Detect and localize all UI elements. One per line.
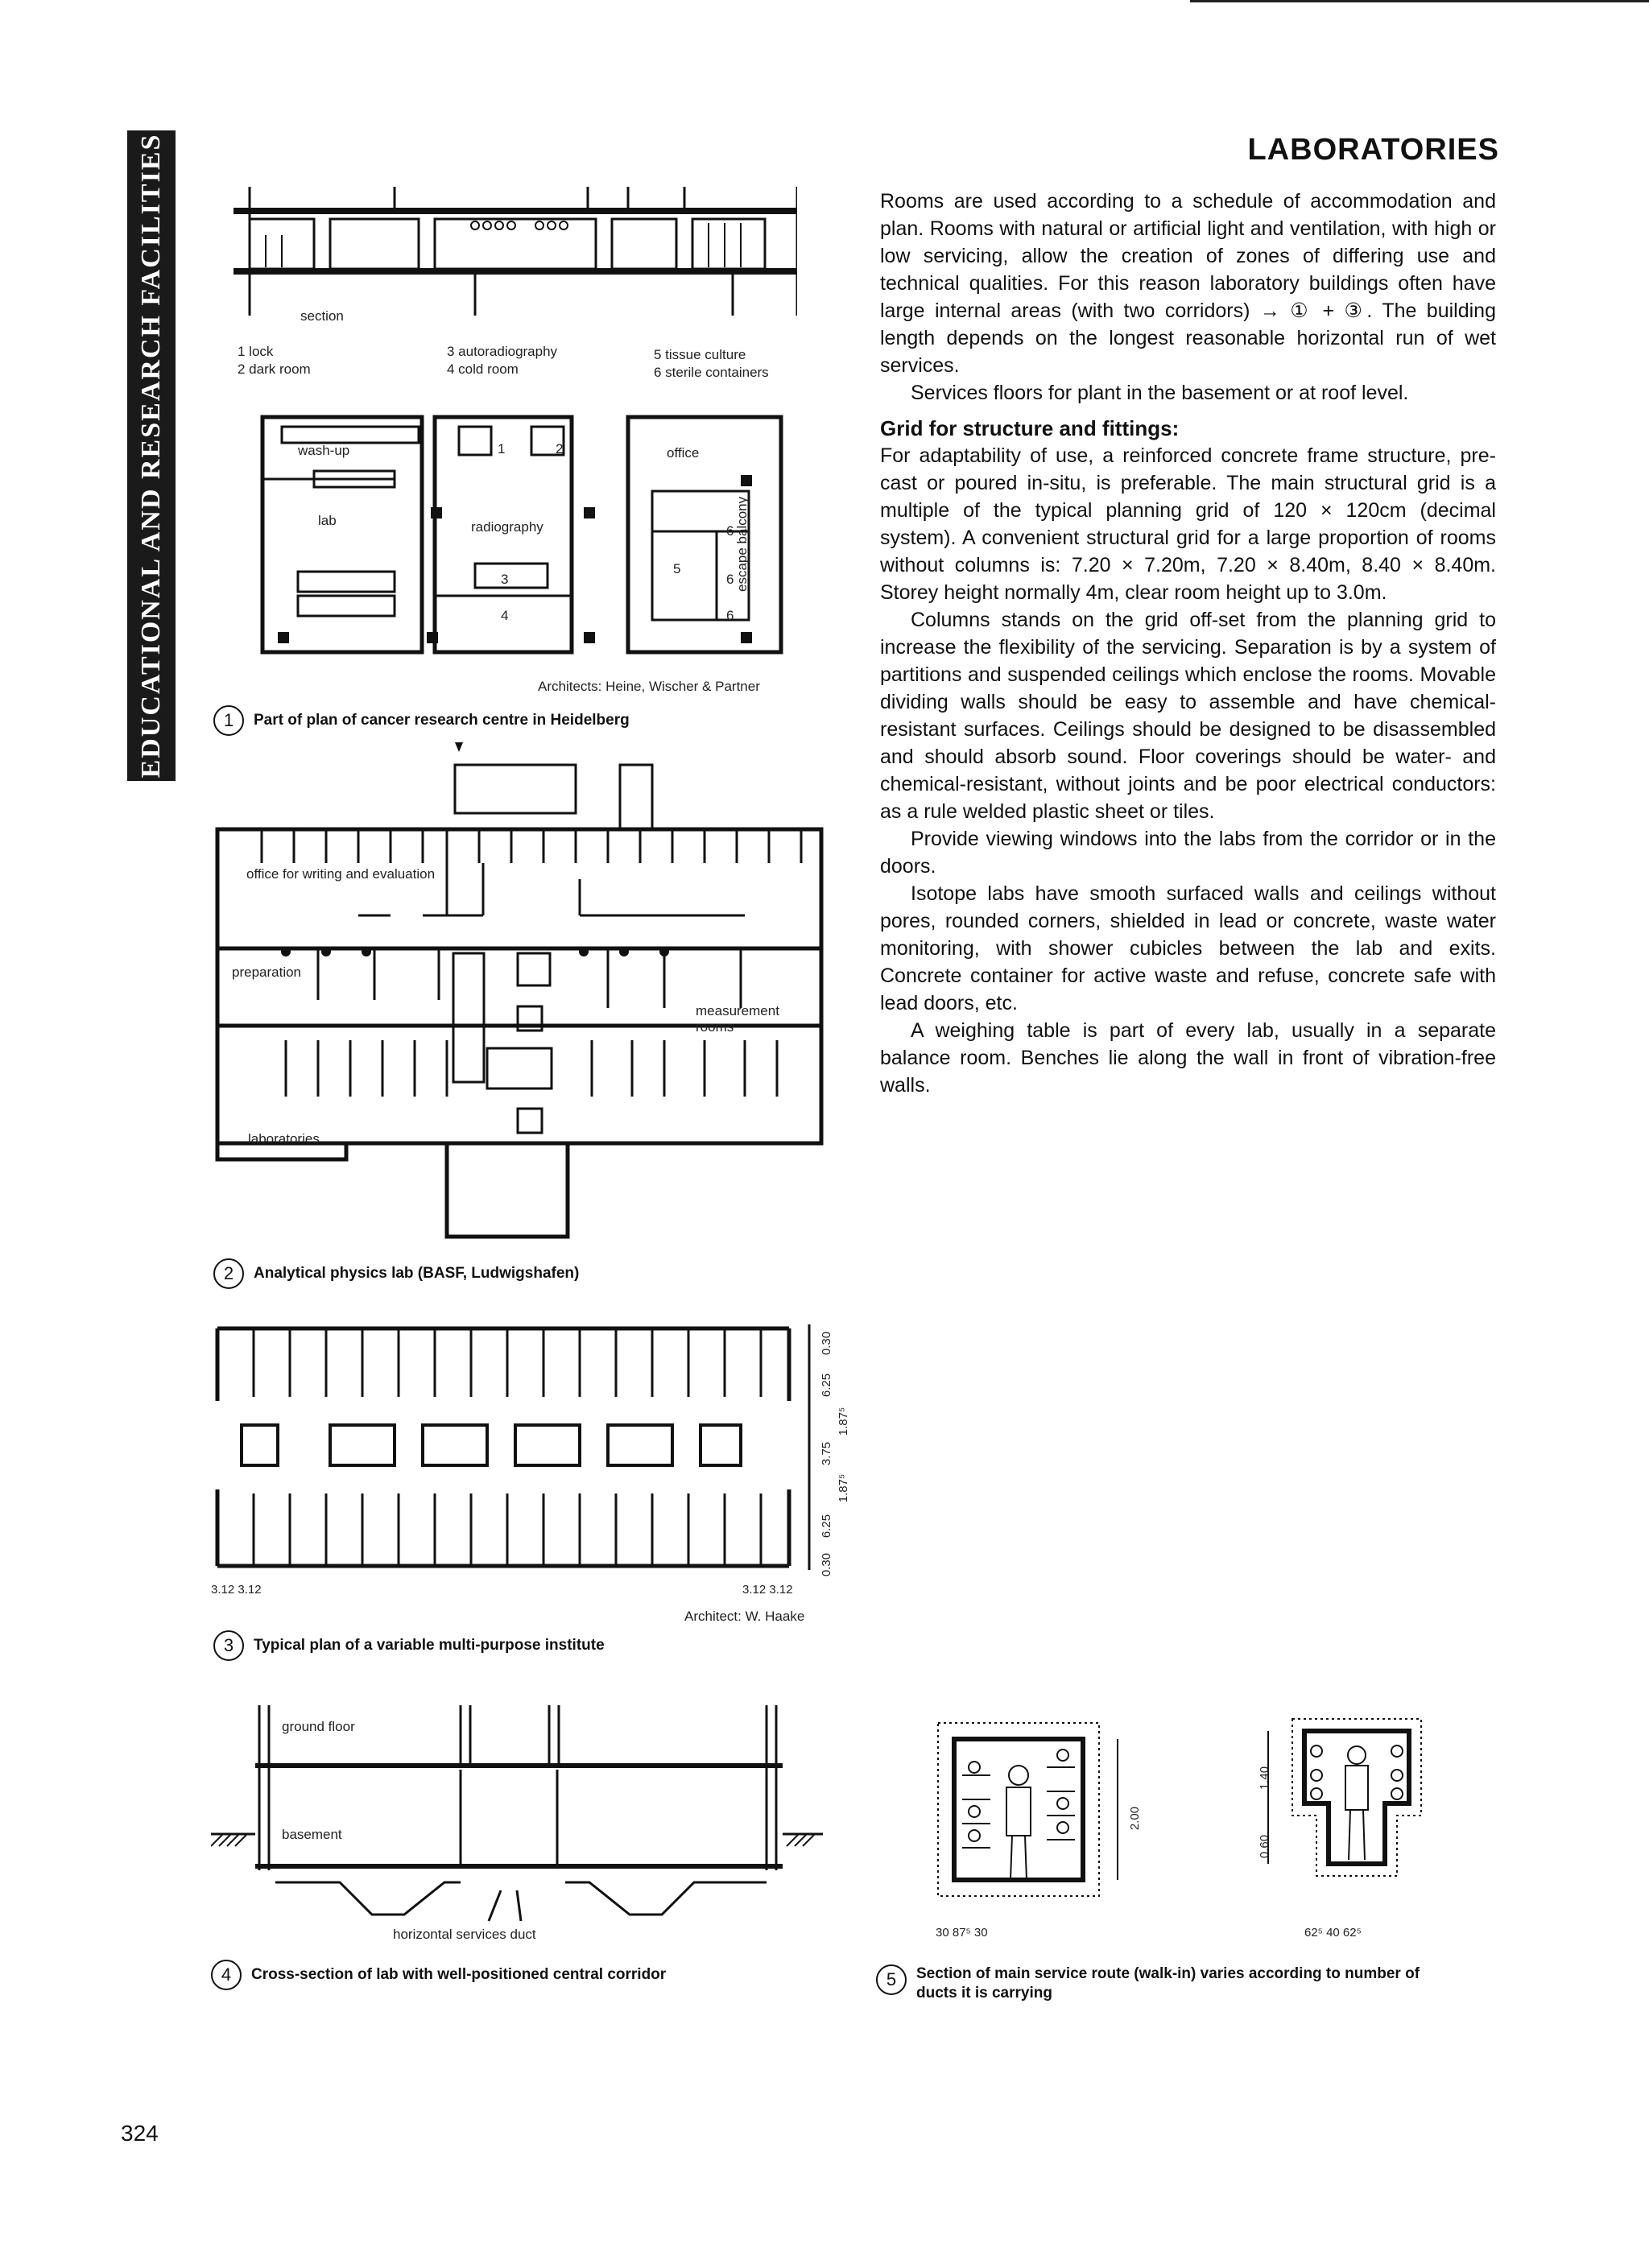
fig1-room-num: 4	[501, 608, 509, 623]
fig1-room-num: 2	[556, 441, 564, 456]
fig2-caption	[213, 1258, 579, 1289]
paragraph: For adaptability of use, a reinforced concrete frame structure, pre-cast or poured in-situ, is preferable. The main structural grid is a multiple of the typical planning grid of 120 × 120cm (decimal system). A convenient structural grid for a large proportion of rooms without columns is: 7.20 × 7.20m, 7.20 × 8.40m, 8.40 × 8.40m. Storey height normally 4m, clear room height up to 3.0m.	[880, 444, 1496, 604]
fig3-caption	[213, 1630, 605, 1661]
fig5-caption-text: Section of main service route (walk-in) varies according to number of ducts it is carrying	[916, 1965, 1420, 2002]
fig1-number: 1	[213, 705, 244, 736]
fig4-section-drawing	[211, 1705, 823, 1947]
fig3-dim: 1.87⁵	[837, 1473, 851, 1503]
fig1-room-lab: lab	[318, 513, 337, 528]
paragraph: Isotope labs have smooth surfaced walls and ceilings without pores, rounded corners, shielded in lead or concrete, waste water monitoring, with shower cubicles between the lab and exits. Concrete container for active waste and refuse, concrete safe with lead doors, etc.	[880, 882, 1496, 1014]
fig1-room-washup: wash-up	[298, 443, 350, 458]
fig1-section-label: section	[300, 308, 344, 324]
fig3-number: 3	[213, 1630, 244, 1661]
fig5b-duct-drawing	[1260, 1715, 1453, 1916]
fig1-room-num: 6	[726, 608, 734, 623]
section-sidebar-tab	[127, 130, 176, 781]
fig2-number: 2	[213, 1258, 244, 1289]
fig1-legend-item: 4 cold room	[447, 361, 519, 377]
top-rule	[1190, 0, 1649, 2]
fig1-room-num: 1	[498, 441, 506, 456]
fig3-dim: 3.75	[820, 1441, 834, 1466]
paragraph: Columns stands on the grid off-set from the planning grid to increase the flexibility of the servicing. Separation is by a system of partitions and suspended ceilings which enclose the rooms. Movable dividing walls should be easy to assemble and have chemical-resistant surfaces. Ceilings should be designed to be disassembled and should absorb sound. Floor coverings should be water- and chemical-resistant, without joints and be poor electrical conductors: as a rule welded plastic sheet or tiles.	[880, 609, 1496, 823]
fig4-label-ground-floor: ground floor	[282, 1719, 355, 1734]
fig4-label-services-duct: horizontal services duct	[393, 1927, 536, 1942]
fig2-room-laboratories: laboratories	[248, 1131, 320, 1146]
sidebar-label: EDUCATIONAL AND RESEARCH FACILITIES	[136, 133, 166, 779]
fig1-legend-item: 5 tissue culture	[654, 347, 746, 362]
fig3-dim: 0.30	[820, 1552, 834, 1577]
fig2-room-preparation: preparation	[232, 965, 302, 980]
fig4-label-basement: basement	[282, 1827, 342, 1842]
fig5a-duct-drawing	[934, 1719, 1143, 1920]
fig3-dim: 1.87⁵	[837, 1407, 851, 1436]
fig1-legend-item: 1 lock	[238, 344, 274, 359]
paragraph: Rooms are used according to a schedule of accommodation and plan. Rooms with natural or artificial light and ventilation, with high or low servicing, allow the creation of zones of differing use and technical qualities. For this reason laboratory buildings often have large internal areas (with two corridors) → ① + ③. The building length depends on the longest reasonable horizontal run of wet services.	[880, 190, 1496, 377]
fig3-dim-bottom-left: 3.12 3.12	[211, 1583, 262, 1597]
fig1-room-num: 3	[501, 572, 509, 587]
fig3-dim: 0.30	[820, 1331, 834, 1356]
fig1-caption	[213, 705, 630, 736]
page-number: 324	[121, 2121, 159, 2146]
fig3-dim: 6.25	[820, 1514, 834, 1539]
subheading: Grid for structure and fittings:	[880, 416, 1180, 440]
fig3-dim: 6.25	[820, 1373, 834, 1398]
paragraph: Provide viewing windows into the labs from the corridor or in the doors.	[880, 828, 1496, 878]
fig2-room-office: office for writing and evaluation	[246, 866, 436, 882]
fig1-room-num: 5	[673, 561, 681, 576]
fig5b-dim-top: 1.40	[1258, 1766, 1272, 1791]
page-title: LABORATORIES	[1247, 133, 1499, 167]
fig1-room-num: 6	[726, 572, 734, 587]
fig3-plan-drawing	[213, 1320, 833, 1578]
fig2-plan-drawing	[213, 742, 825, 1250]
fig5b-dim-bottom-vert: 0.60	[1258, 1834, 1272, 1859]
fig2-caption-text: Analytical physics lab (BASF, Ludwigshafen)	[254, 1265, 580, 1283]
fig3-caption-text: Typical plan of a variable multi-purpose institute	[254, 1637, 605, 1655]
fig1-room-num: 6	[726, 523, 734, 539]
fig1-room-radiography: radiography	[471, 519, 543, 535]
fig5a-dim-height: 2.00	[1128, 1806, 1143, 1831]
fig3-credit: Architect: W. Haake	[684, 1609, 805, 1624]
fig5b-dim-bottom: 62⁵ 40 62⁵	[1304, 1926, 1362, 1940]
fig1-legend-item: 6 sterile containers	[654, 365, 769, 380]
paragraph: A weighing table is part of every lab, usually in a separate balance room. Benches lie along the wall in front of vibration-free walls.	[880, 1019, 1496, 1097]
fig1-legend-item: 3 autoradiography	[447, 344, 558, 359]
fig5-caption	[876, 1964, 1456, 2003]
fig1-legend-item: 2 dark room	[238, 361, 311, 377]
fig1-room-office: office	[667, 445, 700, 461]
fig4-number: 4	[211, 1960, 242, 1990]
fig1-room-escape-balcony: escape balcony	[734, 496, 750, 592]
body-text	[880, 188, 1496, 1099]
fig5-number: 5	[876, 1964, 907, 1995]
fig4-caption	[211, 1960, 666, 1990]
fig5a-dim-bottom: 30 87⁵ 30	[936, 1926, 988, 1940]
fig3-dim-bottom-right: 3.12 3.12	[742, 1583, 793, 1597]
fig1-caption-text: Part of plan of cancer research centre in Heidelberg	[254, 712, 630, 729]
fig2-room-measurement: measurement rooms	[696, 1003, 779, 1035]
fig4-caption-text: Cross-section of lab with well-positioned central corridor	[251, 1966, 667, 1984]
paragraph: Services floors for plant in the basement or at roof level.	[911, 382, 1409, 404]
fig1-credit: Architects: Heine, Wischer & Partner	[538, 679, 760, 694]
